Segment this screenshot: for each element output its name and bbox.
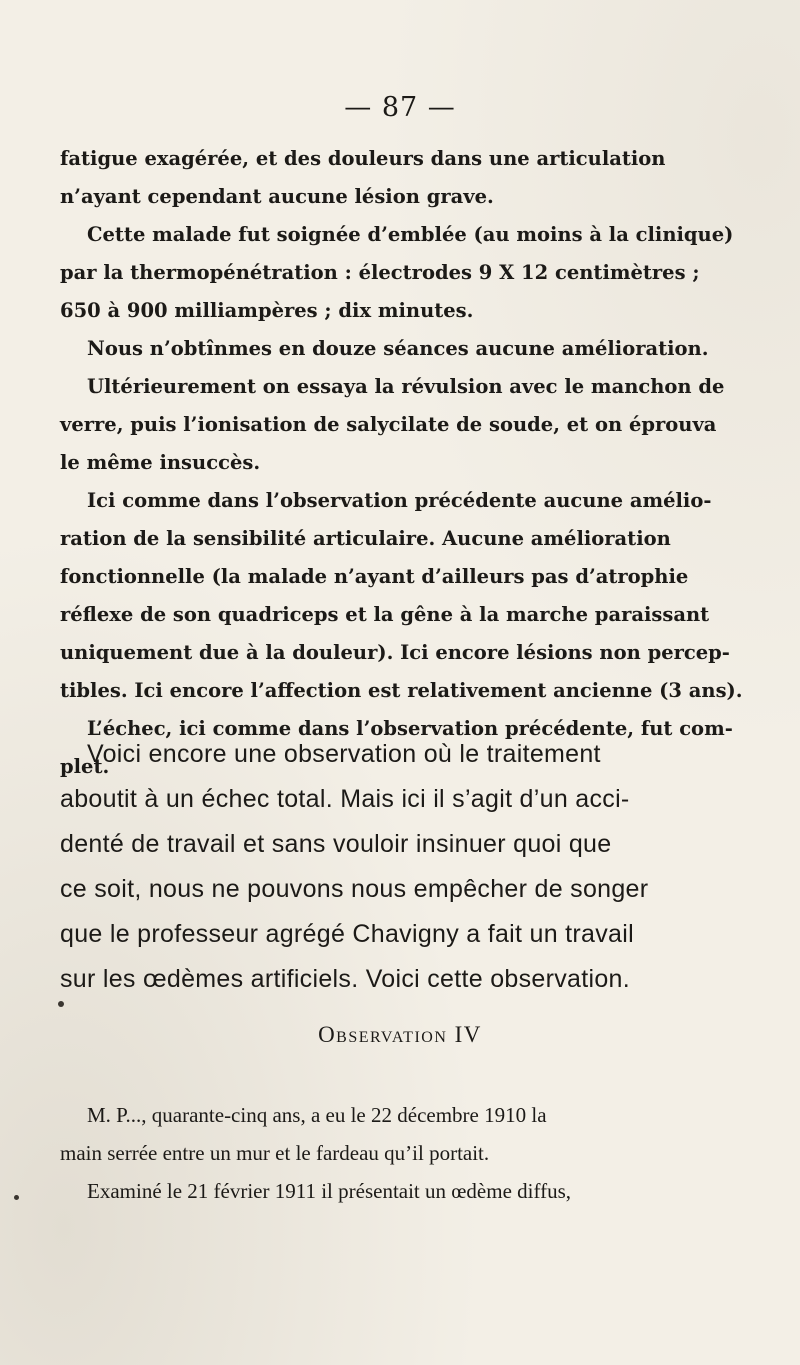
text-line: denté de travail et sans vouloir insinuer quoi que <box>60 830 612 858</box>
text-line: main serrée entre un mur et le fardeau qu’il portait. <box>60 1141 490 1165</box>
text-line: fonctionnelle (la malade n’ayant d’ailleurs pas d’atrophie <box>60 565 689 588</box>
text-line: 650 à 900 milliampères ; dix minutes. <box>60 299 474 322</box>
ink-speck <box>58 1001 64 1007</box>
text-line: Cette malade fut soignée d’emblée (au moins à la clinique) <box>87 223 734 246</box>
paragraph <box>60 1096 760 1172</box>
text-line: aboutit à un échec total. Mais ici il s’agit d’un acci- <box>60 785 630 813</box>
text-line: verre, puis l’ionisation de salycilate de soude, et on éprouva <box>60 413 717 436</box>
sans-text-block <box>60 732 760 1002</box>
page-number: — 87 — <box>344 92 456 123</box>
text-line: que le professeur agrégé Chavigny a fait un travail <box>60 920 634 948</box>
text-line: ce soit, nous ne pouvons nous empêcher de songer <box>60 875 649 903</box>
bold-text-block <box>60 140 760 786</box>
paragraph <box>60 216 760 330</box>
text-line: plet. <box>60 755 110 778</box>
paragraph <box>60 140 760 216</box>
paragraph <box>60 330 760 368</box>
observation-text-block <box>60 1096 760 1210</box>
text-line: sur les œdèmes artificiels. Voici cette observation. <box>60 965 630 993</box>
text-line: L’échec, ici comme dans l’observation précédente, fut com- <box>87 717 733 740</box>
text-line: Examiné le 21 février 1911 il présentait un œdème diffus, <box>87 1179 572 1203</box>
observation-heading: Observation IV <box>318 1022 482 1047</box>
text-line: Voici encore une observation où le traitement <box>87 740 601 768</box>
paragraph <box>60 732 760 1002</box>
paragraph <box>60 1172 760 1210</box>
text-line: n’ayant cependant aucune lésion grave. <box>60 185 494 208</box>
text-line: Nous n’obtînmes en douze séances aucune amélioration. <box>87 337 709 360</box>
text-line: uniquement due à la douleur). Ici encore lésions non percep- <box>60 641 730 664</box>
text-line: le même insuccès. <box>60 451 261 474</box>
paragraph <box>60 368 760 482</box>
text-line: ration de la sensibilité articulaire. Aucune amélioration <box>60 527 671 550</box>
text-line: Ici comme dans l’observation précédente aucune amélio- <box>87 489 712 512</box>
text-line: M. P..., quarante-cinq ans, a eu le 22 décembre 1910 la <box>87 1103 547 1127</box>
text-line: par la thermopénétration : électrodes 9 X 12 centimètres ; <box>60 261 700 284</box>
text-line: Ultérieurement on essaya la révulsion avec le manchon de <box>87 375 725 398</box>
text-line: réflexe de son quadriceps et la gêne à la marche paraissant <box>60 603 710 626</box>
text-line: fatigue exagérée, et des douleurs dans une articulation <box>60 147 666 170</box>
text-line: tibles. Ici encore l’affection est relativement ancienne (3 ans). <box>60 679 743 702</box>
ink-speck <box>14 1195 19 1200</box>
